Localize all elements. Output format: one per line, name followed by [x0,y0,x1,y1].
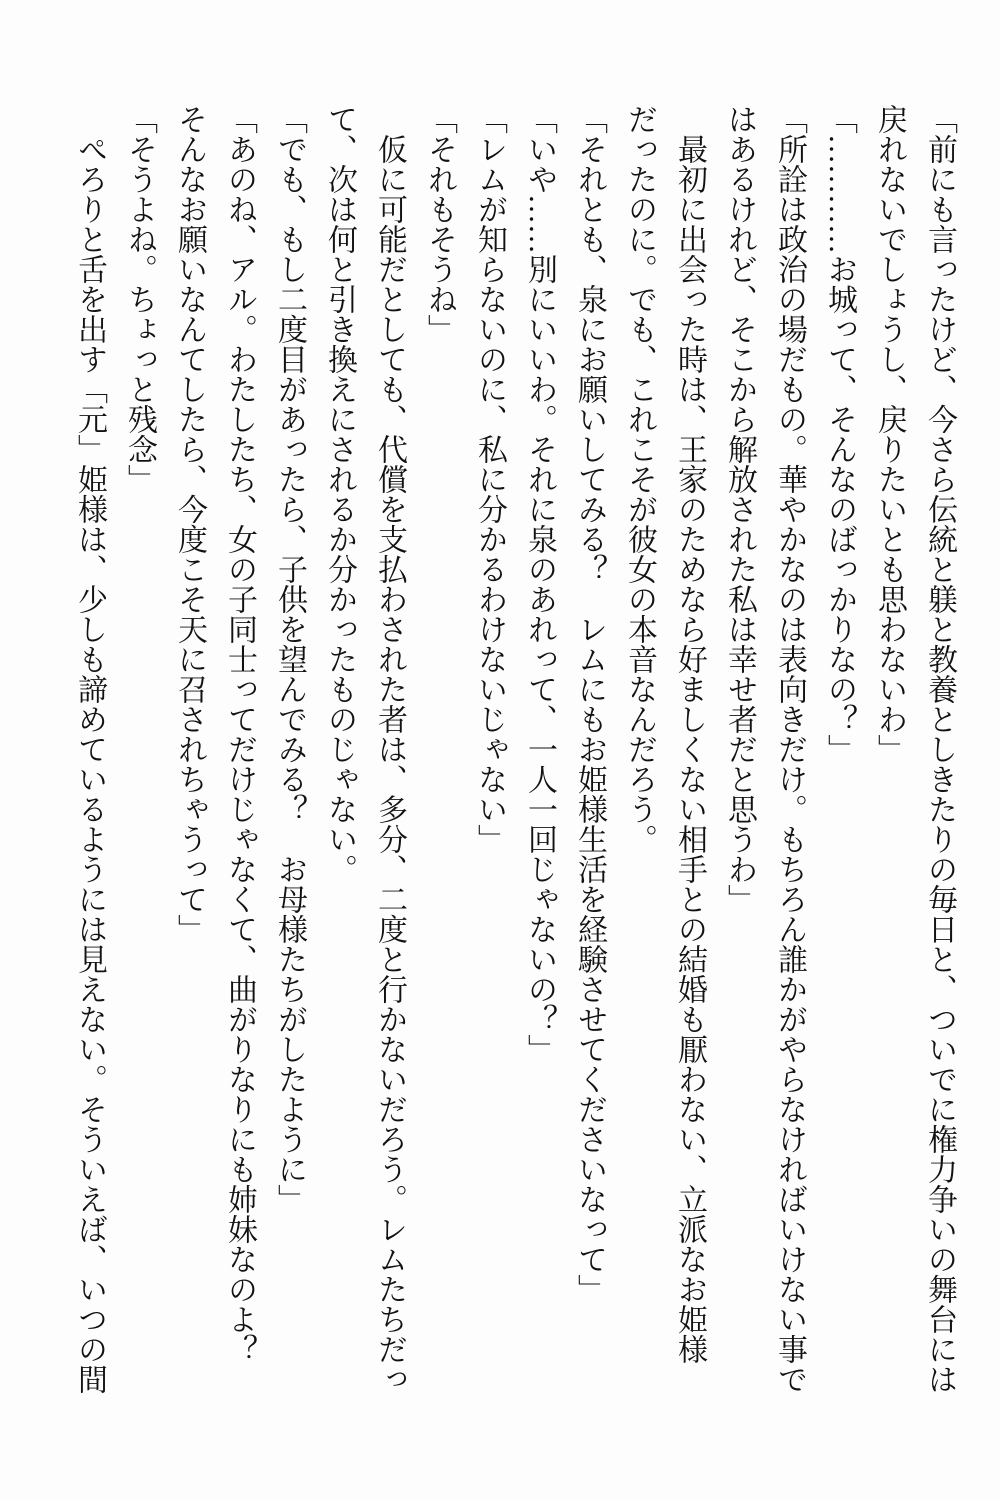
text-line: だったのに。でも、これこそが彼女の本音なんだろう。 [623,104,656,854]
text-line: そんなお願いなんてしたら、今度こそ天に召されちゃうって」 [173,104,206,944]
text-line: 「レムが知らないのに、私に分かるわけないじゃない」 [473,104,506,854]
text-line: 「…………お城って、そんなのばっかりなの？」 [823,104,856,764]
text-line: 「でも、もし二度目があったら、子供を望んでみる？ お母様たちがしたように」 [273,104,306,1214]
text-line: て、次は何と引き換えにされるか分かったものじゃない。 [323,104,356,884]
text-line: 「それもそうね」 [423,104,456,344]
text-line: はあるけれど、そこから解放された私は幸せ者だと思うわ」 [723,104,756,914]
text-line: ぺろりと舌を出す「元」姫様は、少しも諦めているようには見えない。そういえば、いつの間 [73,134,106,1394]
text-line: 「所詮は政治の場だもの。華やかなのは表向きだけ。もちろん誰かがやらなければいけない事で [773,104,806,1394]
text-line: 最初に出会った時は、王家のためなら好ましくない相手との結婚も厭わない、立派なお姫様 [673,134,706,1364]
text-line: 戻れないでしょうし、戻りたいとも思わないわ」 [873,104,906,764]
text-line: 「それとも、泉にお願いしてみる？ レムにもお姫様生活を経験させてくださいなって」 [573,104,606,1304]
text-line: 仮に可能だとしても、代償を支払わされた者は、多分、二度と行かないだろう。レムたちだっ [373,134,406,1394]
text-line: 「そうよね。ちょっと残念」 [123,104,156,494]
novel-text-block [64,104,964,1396]
text-line: 「いや……別にいいわ。それに泉のあれって、一人一回じゃないの？」 [523,104,556,1064]
text-line: 「あのね、アル。わたしたち、女の子同士ってだけじゃなくて、曲がりなりにも姉妹なのよ？ [223,104,256,1364]
text-line: 「前にも言ったけど、今さら伝統と躾と教養としきたりの毎日と、ついでに権力争いの舞台には [923,104,956,1394]
